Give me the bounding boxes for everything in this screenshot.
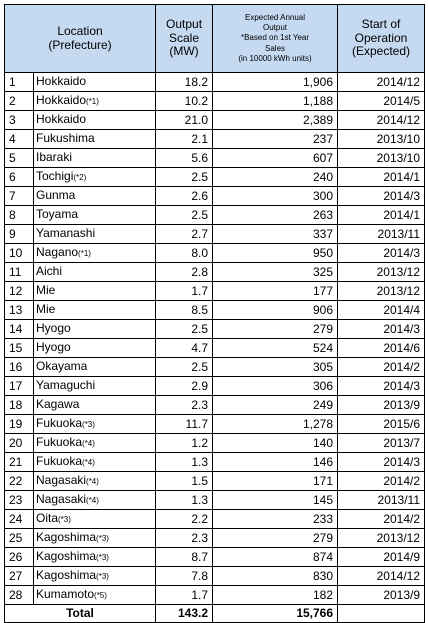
output-scale-cell: 1.3 <box>156 491 213 510</box>
location-note: (*4) <box>82 458 95 467</box>
location-name: Mie <box>36 302 56 316</box>
location-name: Gunma <box>36 188 76 202</box>
annual-output-cell: 2,389 <box>213 111 338 130</box>
start-date-cell: 2013/11 <box>338 225 425 244</box>
location-name: Hokkaido <box>36 93 87 107</box>
annual-output-cell: 524 <box>213 339 338 358</box>
output-scale-cell: 2.8 <box>156 263 213 282</box>
location-name: Nagasaki <box>36 492 87 506</box>
location-note: (*3) <box>96 572 109 581</box>
location-cell <box>34 567 156 586</box>
row-number: 27 <box>5 567 34 586</box>
row-number: 3 <box>5 111 34 130</box>
output-scale-cell: 1.7 <box>156 586 213 605</box>
start-date-cell: 2015/6 <box>338 415 425 434</box>
header-annual-output-line: Sales <box>265 43 286 53</box>
solar-sites-table <box>4 4 425 623</box>
location-cell <box>34 396 156 415</box>
row-number: 22 <box>5 472 34 491</box>
total-output: 15,766 <box>213 605 338 623</box>
start-date-cell: 2014/3 <box>338 187 425 206</box>
table-row <box>5 472 425 491</box>
table-row <box>5 358 425 377</box>
annual-output-cell: 1,278 <box>213 415 338 434</box>
location-cell <box>34 320 156 339</box>
header-annual-output-line: (in 10000 kWh units) <box>238 54 312 64</box>
location-note: (*4) <box>86 477 99 486</box>
output-scale-cell: 2.3 <box>156 396 213 415</box>
location-name: Nagasaki <box>36 473 87 487</box>
location-cell <box>34 206 156 225</box>
output-scale-cell: 8.0 <box>156 244 213 263</box>
location-cell <box>34 434 156 453</box>
annual-output-cell: 874 <box>213 548 338 567</box>
location-name: Kagoshima <box>36 549 97 563</box>
annual-output-cell: 1,188 <box>213 92 338 111</box>
location-cell <box>34 187 156 206</box>
start-date-cell: 2014/3 <box>338 453 425 472</box>
header-annual-output-line: Output <box>263 22 288 32</box>
header-start-line: Operation <box>354 30 408 45</box>
row-number: 10 <box>5 244 34 263</box>
output-scale-cell: 18.2 <box>156 73 213 92</box>
location-note: (*1) <box>86 97 99 106</box>
row-number: 19 <box>5 415 34 434</box>
start-date-cell: 2013/12 <box>338 282 425 301</box>
location-note: (*5) <box>94 591 107 600</box>
annual-output-cell: 950 <box>213 244 338 263</box>
location-cell <box>34 263 156 282</box>
location-note: (*4) <box>82 439 95 448</box>
location-cell <box>34 529 156 548</box>
location-name: Yamanashi <box>36 226 96 240</box>
start-date-cell: 2013/11 <box>338 491 425 510</box>
location-cell <box>34 92 156 111</box>
annual-output-cell: 182 <box>213 586 338 605</box>
location-cell <box>34 168 156 187</box>
location-cell <box>34 586 156 605</box>
location-name: Fukushima <box>36 131 95 145</box>
output-scale-cell: 8.5 <box>156 301 213 320</box>
table-row <box>5 187 425 206</box>
location-name: Kumamoto <box>36 587 95 601</box>
location-name: Nagano <box>36 245 79 259</box>
location-name: Kagoshima <box>36 530 97 544</box>
location-name: Hokkaido <box>36 74 87 88</box>
table-row <box>5 206 425 225</box>
table-row <box>5 111 425 130</box>
location-cell <box>34 301 156 320</box>
total-mw: 143.2 <box>156 605 213 623</box>
start-date-cell: 2014/2 <box>338 358 425 377</box>
location-name: Yamaguchi <box>36 378 96 392</box>
row-number: 6 <box>5 168 34 187</box>
row-number: 1 <box>5 73 34 92</box>
output-scale-cell: 2.5 <box>156 358 213 377</box>
table-body <box>5 73 425 623</box>
row-number: 20 <box>5 434 34 453</box>
output-scale-cell: 2.3 <box>156 529 213 548</box>
location-name: Hokkaido <box>36 112 87 126</box>
header-location <box>5 5 156 73</box>
output-scale-cell: 2.5 <box>156 168 213 187</box>
location-name: Tochigi <box>36 169 74 183</box>
location-cell <box>34 415 156 434</box>
annual-output-cell: 279 <box>213 529 338 548</box>
start-date-cell: 2014/5 <box>338 92 425 111</box>
location-name: Fukuoka <box>36 435 83 449</box>
location-cell <box>34 358 156 377</box>
annual-output-cell: 145 <box>213 491 338 510</box>
row-number: 9 <box>5 225 34 244</box>
row-number: 16 <box>5 358 34 377</box>
location-name: Aichi <box>36 264 63 278</box>
row-number: 4 <box>5 130 34 149</box>
row-number: 21 <box>5 453 34 472</box>
location-cell <box>34 548 156 567</box>
location-name: Kagoshima <box>36 568 97 582</box>
location-name: Toyama <box>36 207 79 221</box>
annual-output-cell: 279 <box>213 320 338 339</box>
output-scale-cell: 21.0 <box>156 111 213 130</box>
row-number: 2 <box>5 92 34 111</box>
table-row <box>5 301 425 320</box>
annual-output-cell: 300 <box>213 187 338 206</box>
total-row <box>5 605 425 623</box>
row-number: 26 <box>5 548 34 567</box>
header-annual-output-line: *Based on 1st Year <box>240 33 310 43</box>
header-output-scale-line: Scale <box>169 30 200 45</box>
row-number: 23 <box>5 491 34 510</box>
row-number: 15 <box>5 339 34 358</box>
start-date-cell: 2013/10 <box>338 130 425 149</box>
start-date-cell: 2014/2 <box>338 510 425 529</box>
header-location-line: (Prefecture) <box>48 37 112 52</box>
start-date-cell: 2013/10 <box>338 149 425 168</box>
total-start <box>338 605 425 623</box>
location-note: (*4) <box>86 496 99 505</box>
location-name: Fukuoka <box>36 416 83 430</box>
start-date-cell: 2014/3 <box>338 377 425 396</box>
location-cell <box>34 339 156 358</box>
start-date-cell: 2014/9 <box>338 548 425 567</box>
output-scale-cell: 8.7 <box>156 548 213 567</box>
annual-output-cell: 306 <box>213 377 338 396</box>
row-number: 28 <box>5 586 34 605</box>
output-scale-cell: 7.8 <box>156 567 213 586</box>
location-note: (*3) <box>96 534 109 543</box>
header-annual-output-line: Expected Annual <box>244 12 306 22</box>
output-scale-cell: 11.7 <box>156 415 213 434</box>
start-date-cell: 2014/1 <box>338 168 425 187</box>
location-cell <box>34 130 156 149</box>
row-number: 7 <box>5 187 34 206</box>
start-date-cell: 2013/9 <box>338 396 425 415</box>
annual-output-cell: 233 <box>213 510 338 529</box>
annual-output-cell: 1,906 <box>213 73 338 92</box>
annual-output-cell: 146 <box>213 453 338 472</box>
location-cell <box>34 225 156 244</box>
start-date-cell: 2014/3 <box>338 320 425 339</box>
table-row <box>5 415 425 434</box>
row-number: 13 <box>5 301 34 320</box>
output-scale-cell: 4.7 <box>156 339 213 358</box>
annual-output-cell: 263 <box>213 206 338 225</box>
annual-output-cell: 177 <box>213 282 338 301</box>
location-name: Mie <box>36 283 56 297</box>
location-cell <box>34 73 156 92</box>
start-date-cell: 2014/12 <box>338 567 425 586</box>
row-number: 14 <box>5 320 34 339</box>
table-row <box>5 434 425 453</box>
solar-sites-table-container <box>4 4 424 623</box>
table-row <box>5 92 425 111</box>
header-output-scale <box>156 5 213 73</box>
row-number: 11 <box>5 263 34 282</box>
table-row <box>5 396 425 415</box>
location-cell <box>34 244 156 263</box>
header-start-line: (Expected) <box>352 44 411 59</box>
start-date-cell: 2014/1 <box>338 206 425 225</box>
location-cell <box>34 282 156 301</box>
output-scale-cell: 1.2 <box>156 434 213 453</box>
location-cell <box>34 510 156 529</box>
annual-output-cell: 830 <box>213 567 338 586</box>
table-row <box>5 567 425 586</box>
table-row <box>5 491 425 510</box>
start-date-cell: 2013/9 <box>338 586 425 605</box>
start-date-cell: 2013/12 <box>338 263 425 282</box>
table-row <box>5 320 425 339</box>
location-name: Hyogo <box>36 340 71 354</box>
start-date-cell: 2014/3 <box>338 244 425 263</box>
location-cell <box>34 149 156 168</box>
annual-output-cell: 305 <box>213 358 338 377</box>
row-number: 24 <box>5 510 34 529</box>
row-number: 8 <box>5 206 34 225</box>
location-cell <box>34 111 156 130</box>
annual-output-cell: 171 <box>213 472 338 491</box>
table-row <box>5 168 425 187</box>
output-scale-cell: 10.2 <box>156 92 213 111</box>
output-scale-cell: 1.7 <box>156 282 213 301</box>
output-scale-cell: 1.3 <box>156 453 213 472</box>
table-row <box>5 244 425 263</box>
annual-output-cell: 325 <box>213 263 338 282</box>
location-note: (*3) <box>96 553 109 562</box>
table-row <box>5 149 425 168</box>
header-start-of-operation <box>338 5 425 73</box>
table-row <box>5 263 425 282</box>
annual-output-cell: 906 <box>213 301 338 320</box>
output-scale-cell: 2.9 <box>156 377 213 396</box>
row-number: 25 <box>5 529 34 548</box>
table-row <box>5 548 425 567</box>
table-row <box>5 586 425 605</box>
location-cell <box>34 377 156 396</box>
location-name: Hyogo <box>36 321 71 335</box>
location-name: Kagawa <box>36 397 80 411</box>
location-cell <box>34 472 156 491</box>
output-scale-cell: 1.5 <box>156 472 213 491</box>
output-scale-cell: 2.5 <box>156 320 213 339</box>
table-row <box>5 73 425 92</box>
table-row <box>5 529 425 548</box>
location-note: (*1) <box>78 249 91 258</box>
output-scale-cell: 2.7 <box>156 225 213 244</box>
start-date-cell: 2014/12 <box>338 73 425 92</box>
annual-output-cell: 240 <box>213 168 338 187</box>
start-date-cell: 2014/2 <box>338 472 425 491</box>
header-start-line: Start of <box>361 16 401 31</box>
location-note: (*2) <box>73 173 87 182</box>
start-date-cell: 2014/4 <box>338 301 425 320</box>
row-number: 5 <box>5 149 34 168</box>
location-name: Okayama <box>36 359 88 373</box>
row-number: 17 <box>5 377 34 396</box>
table-row <box>5 339 425 358</box>
annual-output-cell: 237 <box>213 130 338 149</box>
table-row <box>5 130 425 149</box>
table-row <box>5 225 425 244</box>
total-label: Total <box>5 605 156 623</box>
location-name: Ibaraki <box>36 150 73 164</box>
annual-output-cell: 140 <box>213 434 338 453</box>
location-note: (*3) <box>82 420 95 429</box>
start-date-cell: 2013/12 <box>338 529 425 548</box>
table-row <box>5 453 425 472</box>
table-row <box>5 510 425 529</box>
row-number: 18 <box>5 396 34 415</box>
location-cell <box>34 491 156 510</box>
header-annual-output <box>213 5 338 73</box>
table-row <box>5 282 425 301</box>
start-date-cell: 2013/7 <box>338 434 425 453</box>
annual-output-cell: 337 <box>213 225 338 244</box>
annual-output-cell: 607 <box>213 149 338 168</box>
location-note: (*3) <box>58 515 71 524</box>
location-name: Oita <box>36 511 59 525</box>
output-scale-cell: 2.1 <box>156 130 213 149</box>
start-date-cell: 2014/6 <box>338 339 425 358</box>
location-cell <box>34 453 156 472</box>
header-output-scale-line: (MW) <box>169 44 199 59</box>
annual-output-cell: 249 <box>213 396 338 415</box>
output-scale-cell: 5.6 <box>156 149 213 168</box>
header-location-line: Location <box>57 23 103 38</box>
header-row <box>5 5 425 73</box>
output-scale-cell: 2.2 <box>156 510 213 529</box>
table-row <box>5 377 425 396</box>
header-output-scale-line: Output <box>166 16 203 31</box>
location-name: Fukuoka <box>36 454 83 468</box>
output-scale-cell: 2.6 <box>156 187 213 206</box>
output-scale-cell: 2.5 <box>156 206 213 225</box>
row-number: 12 <box>5 282 34 301</box>
start-date-cell: 2014/12 <box>338 111 425 130</box>
